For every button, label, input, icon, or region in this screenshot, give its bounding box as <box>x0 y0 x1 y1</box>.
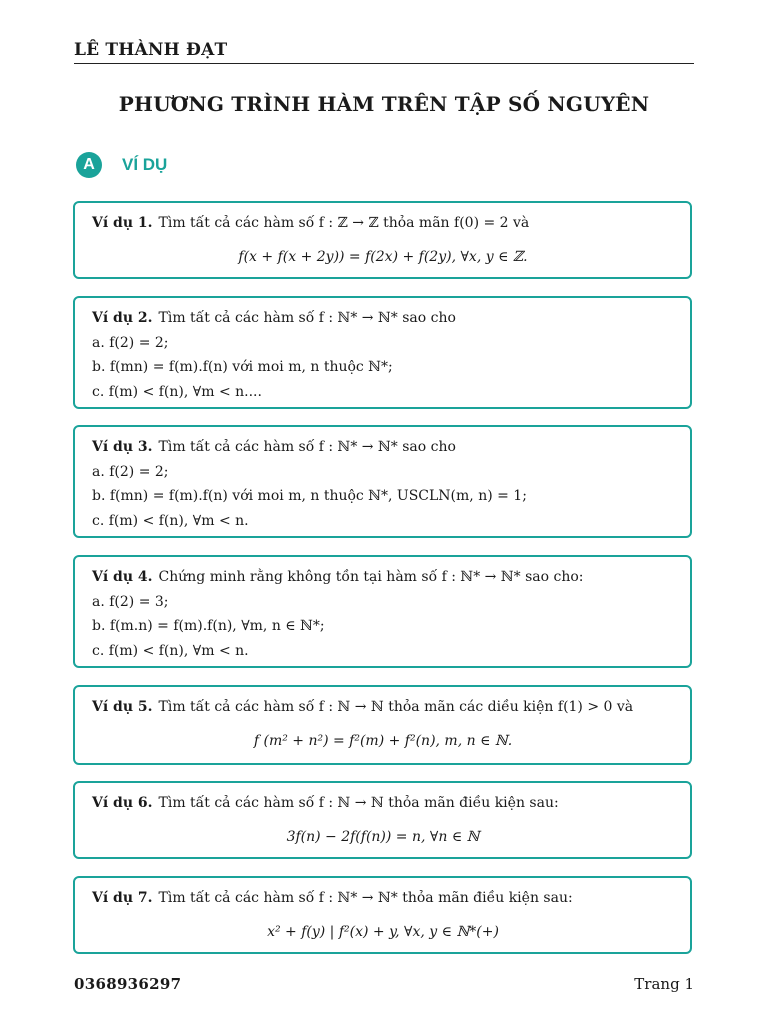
example-text: Tìm tất cả các hàm số f : ℕ* → ℕ* thỏa mãn điều kiện sau: <box>158 890 573 906</box>
example-box-7 <box>73 876 692 954</box>
example-label: Ví dụ 6. <box>92 795 153 811</box>
example-box-4 <box>73 555 692 668</box>
example-box-1 <box>73 201 692 279</box>
author-name: LÊ THÀNH ĐẠT <box>74 40 228 60</box>
example-label: Ví dụ 7. <box>92 890 153 906</box>
condition-item: c. f(m) < f(n), ∀m < n. <box>92 512 249 529</box>
document-title: PHƯƠNG TRÌNH HÀM TRÊN TẬP SỐ NGUYÊN <box>118 92 650 116</box>
example-box-2 <box>73 296 692 409</box>
page-number: Trang 1 <box>634 975 694 993</box>
example-text: Chứng minh rằng không tồn tại hàm số f : ℕ* → ℕ* sao cho: <box>158 569 584 585</box>
condition-item: b. f(mn) = f(m).f(n) với moi m, n thuộc ℕ*; <box>92 359 393 375</box>
example-label: Ví dụ 2. <box>92 310 153 326</box>
example-box-6 <box>73 781 692 859</box>
example-label: Ví dụ 4. <box>92 569 153 585</box>
example-text: Tìm tất cả các hàm số f : ℕ → ℕ thỏa mãn các diều kiện f(1) > 0 và <box>158 699 634 715</box>
example-formula: 3f(n) − 2f(f(n)) = n, ∀n ∈ ℕ <box>286 828 480 845</box>
example-box-5 <box>73 685 692 765</box>
example-formula: x² + f(y) | f²(x) + y, ∀x, y ∈ ℕ*(+) <box>267 923 499 940</box>
example-text: Tìm tất cả các hàm số f : ℕ* → ℕ* sao cho <box>158 439 456 455</box>
example-text: Tìm tất cả các hàm số f : ℤ → ℤ thỏa mãn f(0) = 2 và <box>158 215 530 231</box>
section-label: VÍ DỤ <box>122 155 168 174</box>
section-badge: A <box>76 152 102 178</box>
example-box-3 <box>73 425 692 538</box>
example-statement <box>92 695 674 720</box>
example-text: Tìm tất cả các hàm số f : ℕ → ℕ thỏa mãn điều kiện sau: <box>158 795 559 811</box>
example-label: Ví dụ 3. <box>92 439 153 455</box>
footer-phone: 0368936297 <box>74 975 182 993</box>
condition-item: a. f(2) = 3; <box>92 593 169 610</box>
condition-item: b. f(m.n) = f(m).f(n), ∀m, n ∈ ℕ*; <box>92 618 325 634</box>
example-formula: f (m² + n²) = f²(m) + f²(n), m, n ∈ ℕ. <box>253 732 513 749</box>
condition-item: b. f(mn) = f(m).f(n) với moi m, n thuộc ℕ*, USCLN(m, n) = 1; <box>92 488 527 504</box>
example-statement <box>92 791 674 816</box>
condition-item: c. f(m) < f(n), ∀m < n. <box>92 642 249 659</box>
example-statement <box>92 886 674 911</box>
example-statement <box>92 565 674 590</box>
example-formula: f(x + f(x + 2y)) = f(2x) + f(2y), ∀x, y ∈ ℤ. <box>238 248 528 265</box>
example-statement <box>92 306 674 331</box>
example-label: Ví dụ 1. <box>92 215 153 231</box>
section-heading <box>76 152 167 178</box>
example-statement <box>92 211 674 236</box>
condition-item: c. f(m) < f(n), ∀m < n.... <box>92 383 262 400</box>
example-label: Ví dụ 5. <box>92 699 153 715</box>
condition-item: a. f(2) = 2; <box>92 463 169 480</box>
example-text: Tìm tất cả các hàm số f : ℕ* → ℕ* sao cho <box>158 310 456 326</box>
header-divider <box>74 63 694 64</box>
example-statement <box>92 435 674 460</box>
condition-item: a. f(2) = 2; <box>92 334 169 351</box>
